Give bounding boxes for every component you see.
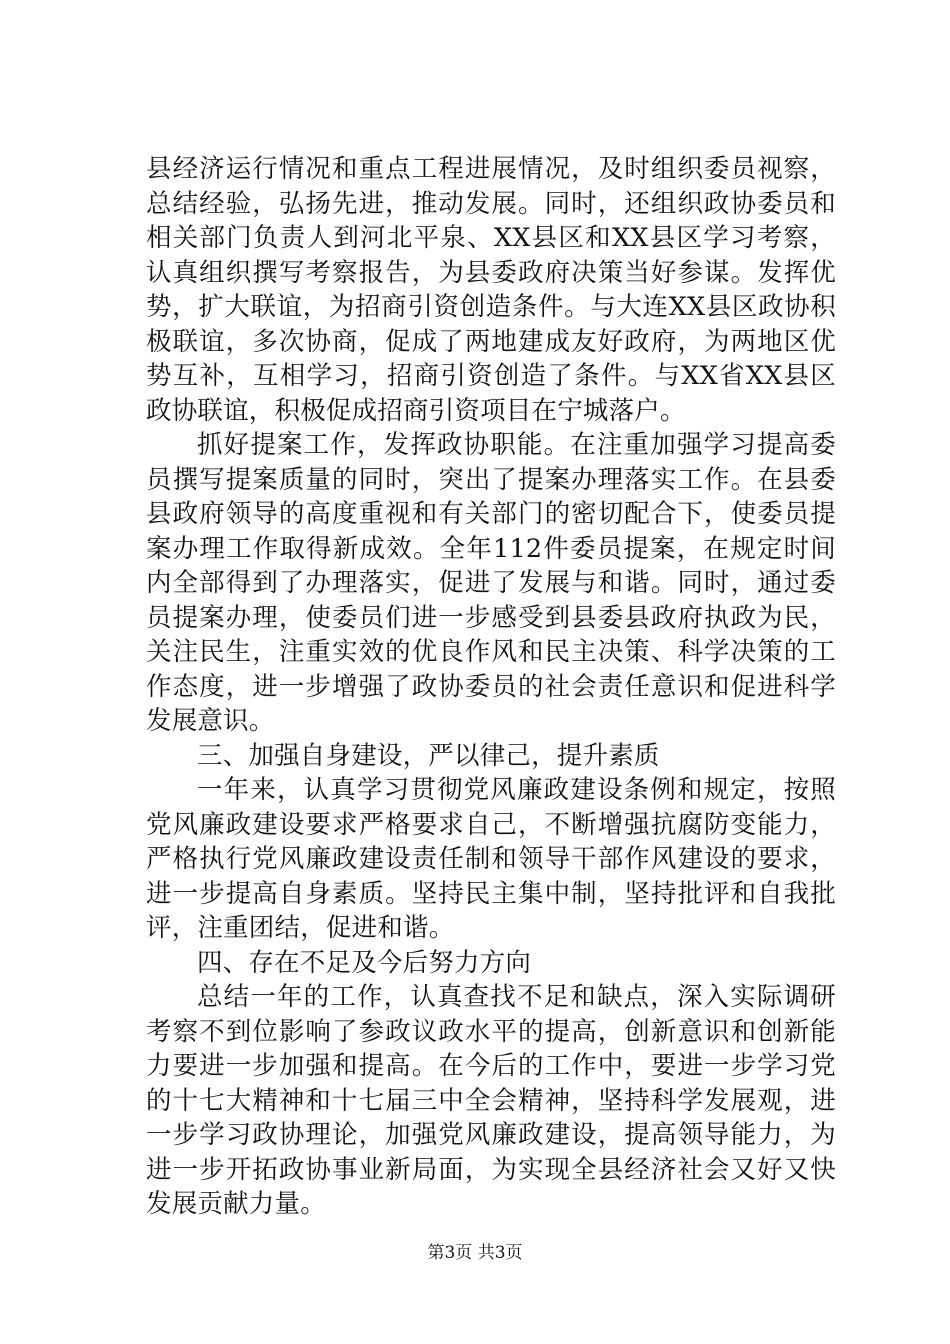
paragraph-proposals: 抓好提案工作，发挥政协职能。在注重加强学习提高委员撰写提案质量的同时，突出了提案办理落实工作。在县委县政府领导的高度重视和有关部门的密切配合下，使委员提案办理工作取得新成效。全年112件委员提案，在规定时间内全部得到了办理落实，促进了发展与和谐。同时，通过委员提案办理，使委员们进一步感受到县委县政府执政为民，关注民生，注重实效的优良作风和民主决策、科学决策的工作态度，进一步增强了政协委员的社会责任意识和促进科学发展意识。 (146, 430, 836, 736)
section-heading-three: 三、加强自身建设，严以律己，提升素质 (197, 740, 660, 771)
paragraph-continuation: 县经济运行情况和重点工程进展情况，及时组织委员视察，总结经验，弘扬先进，推动发展。同时，还组织政协委员和相关部门负责人到河北平泉、XX县区和XX县区学习考察，认真组织撰写考察报告，为县委政府决策当好参谋。发挥优势，扩大联谊，为招商引资创造条件。与大连XX县区政协积极联谊，多次协商，促成了两地建成友好政府，为两地区优势互补，互相学习，招商引资创造了条件。与XX省XX县区政协联谊，积极促成招商引资项目在宁城落户。 (146, 154, 836, 426)
page-footer (0, 1242, 950, 1264)
paragraph-shortcomings: 总结一年的工作，认真查找不足和缺点，深入实际调研考察不到位影响了参政议政水平的提高，创新意识和创新能力要进一步加强和提高。在今后的工作中，要进一步学习党的十七大精神和十七届三中全会精神，坚持科学发展观，进一步学习政协理论，加强党风廉政建设，提高领导能力，为进一步开拓政协事业新局面，为实现全县经济社会又好又快发展贡献力量。 (146, 982, 836, 1219)
paragraph-self-building: 一年来，认真学习贯彻党风廉政建设条例和规定，按照党风廉政建设要求严格要求自己，不断增强抗腐防变能力，严格执行党风廉政建设责任制和领导干部作风建设的要求，进一步提高自身素质。坚持民主集中制，坚持批评和自我批评，注重团结，促进和谐。 (146, 775, 836, 943)
document-body (146, 152, 836, 1222)
page-number: 第3页 共3页 (427, 1243, 523, 1263)
section-heading-four: 四、存在不足及今后努力方向 (197, 947, 532, 978)
